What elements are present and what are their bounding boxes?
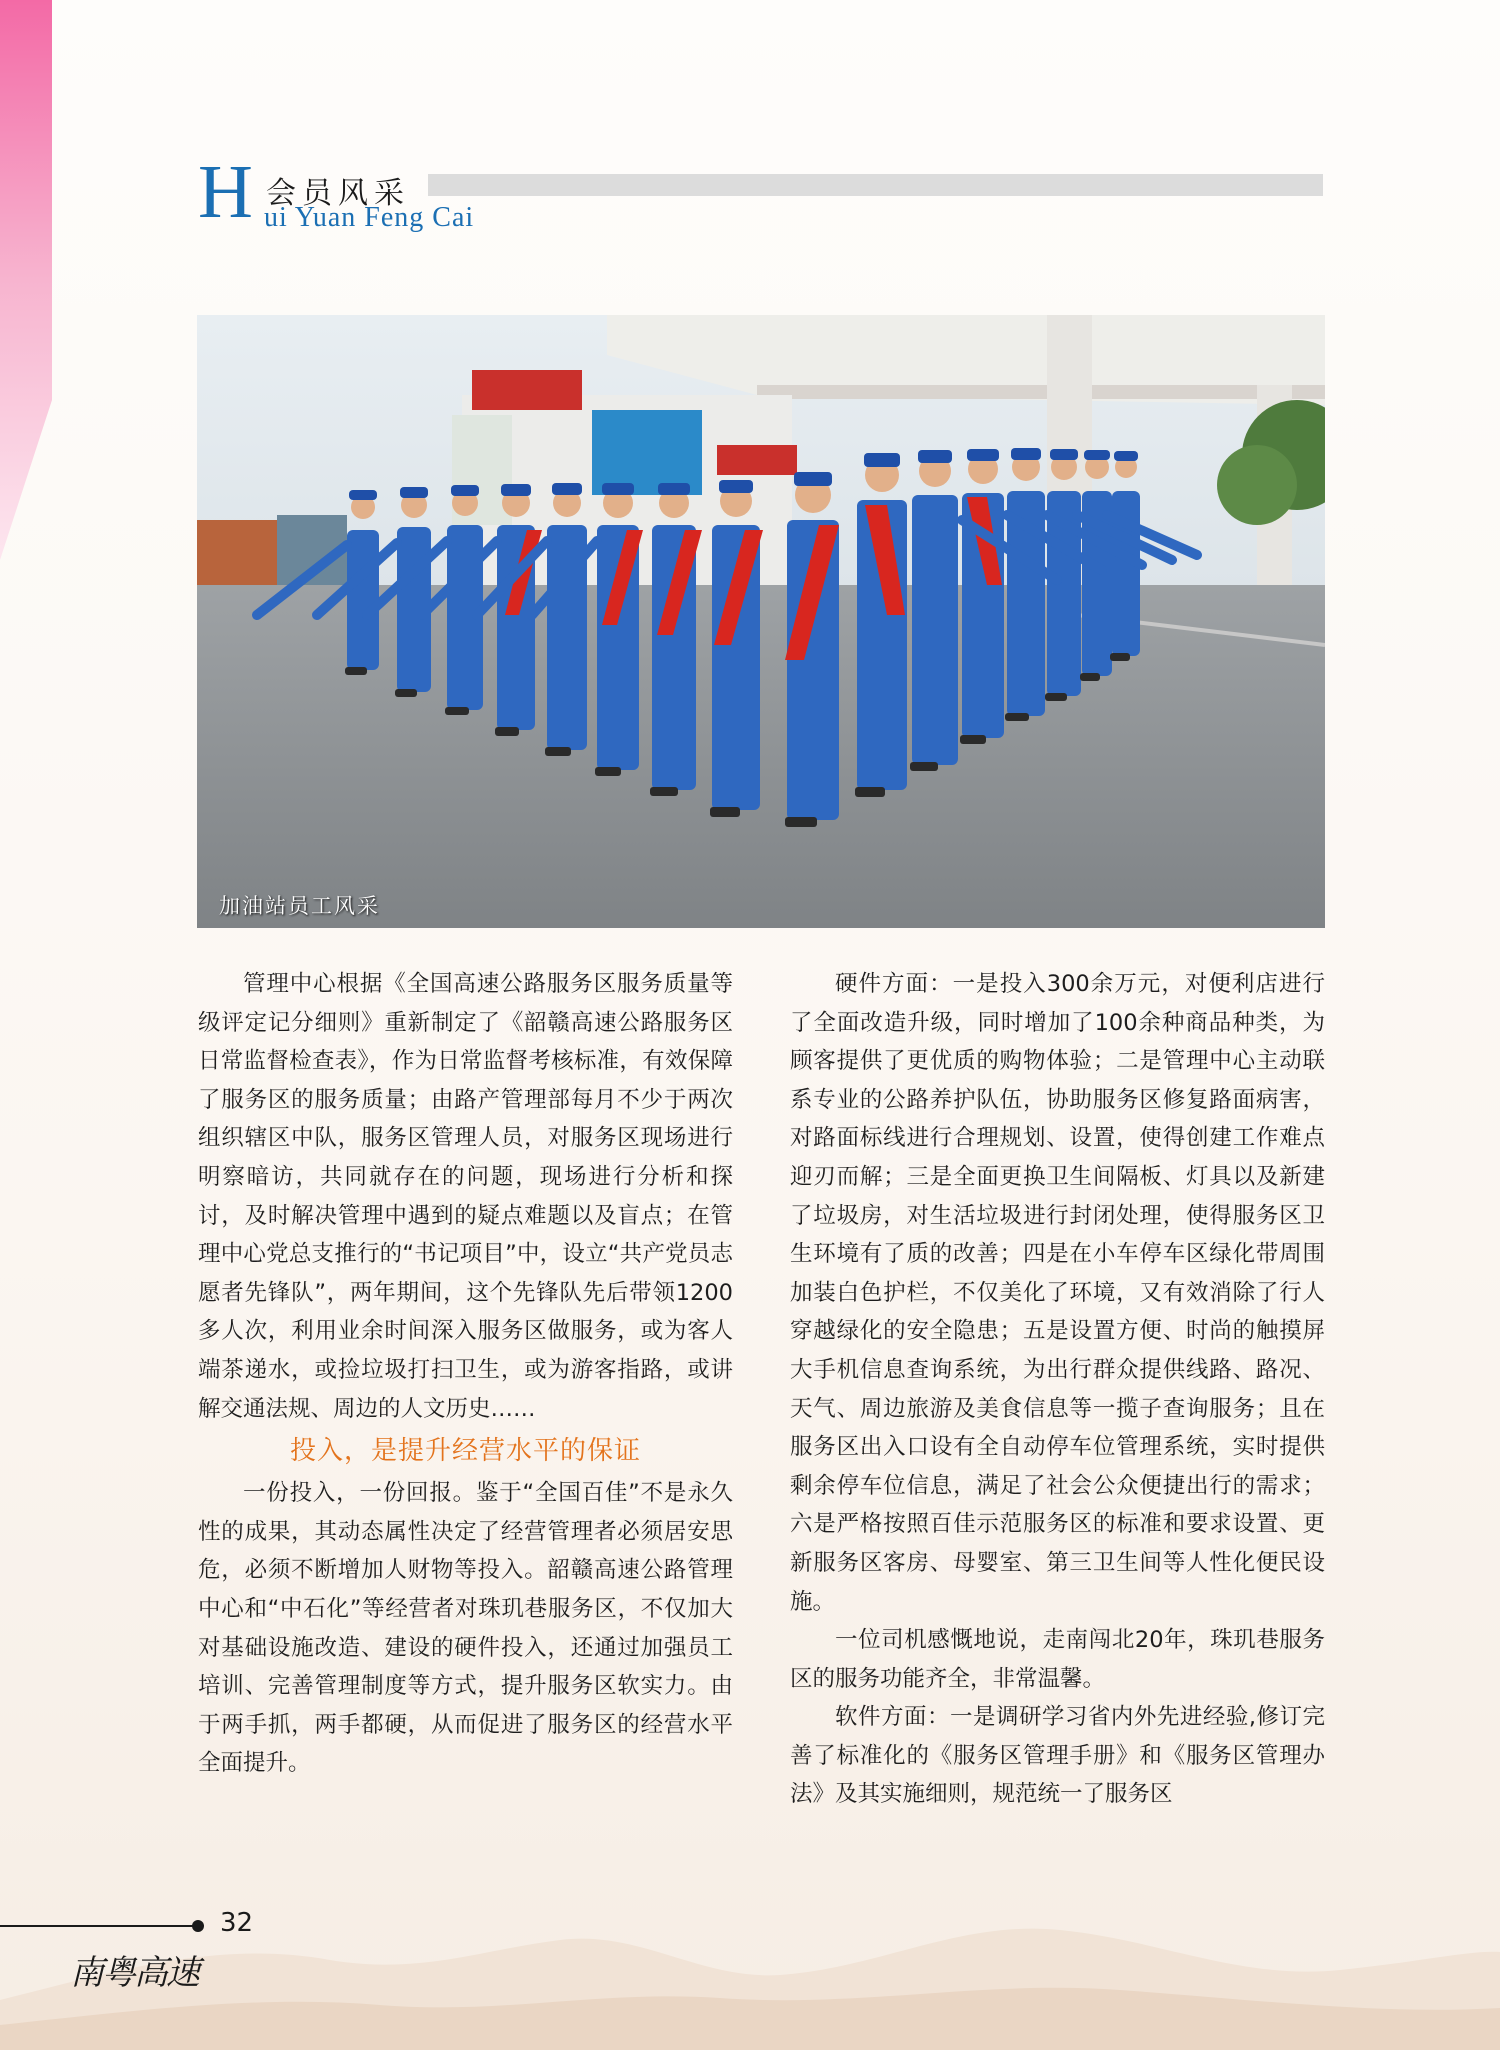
right-column (790, 965, 1325, 1814)
section-title-cn: 会员风采 (266, 176, 410, 211)
decorative-mountains (0, 1880, 1500, 2050)
footer-dot (192, 1920, 204, 1932)
magazine-logo: 南粤高速 (70, 1953, 198, 1993)
right-paragraph-2: 一位司机感慨地说，走南闯北20年，珠玑巷服务区的服务功能齐全，非常温馨。 (790, 1627, 1325, 1692)
section-header (198, 150, 1323, 240)
section-initial: H (198, 150, 253, 234)
footer-rule (0, 1925, 198, 1927)
left-paragraph-1: 管理中心根据《全国高速公路服务区服务质量等级评定记分细则》重新制定了《韶赣高速公路服务区日常监督检查表》，作为日常监督考核标准，有效保障了服务区的服务质量；由路产管理部每月不少于两次组织辖区中队，服务区管理人员，对服务区现场进行明察暗访，共同就存在的问题，现场进行分析和探讨，及时解决管理中遇到的疑点难题以及盲点；在管理中心党总支推行的“书记项目”中，设立“共产党员志愿者先锋队”，两年期间，这个先锋队先后带领1200多人次，利用业余时间深入服务区做服务，或为客人端茶递水，或捡垃圾打扫卫生，或为游客指路，或讲解交通法规、周边的人文历史…… (198, 971, 733, 1422)
photo-caption: 加油站员工风采 (219, 894, 380, 918)
left-column (198, 965, 733, 1783)
section-header-bar (428, 174, 1323, 196)
section-subheading: 投入，是提升经营水平的保证 (289, 1436, 641, 1467)
left-paragraph-2: 一份投入，一份回报。鉴于“全国百佳”不是永久性的成果，其动态属性决定了经营管理者必须居安思危，必须不断增加人财物等投入。韶赣高速公路管理中心和“中石化”等经营者对珠玑巷服务区，不仅加大对基础设施改造、建设的硬件投入，还通过加强员工培训、完善管理制度等方式，提升服务区软实力。由于两手抓，两手都硬，从而促进了服务区的经营水平全面提升。 (198, 1480, 733, 1777)
decorative-pink-strip (0, 0, 60, 560)
right-paragraph-1: 硬件方面：一是投入300余万元，对便利店进行了全面改造升级，同时增加了100余种商品种类，为顾客提供了更优质的购物体验；二是管理中心主动联系专业的公路养护队伍，协助服务区修复路面病害，对路面标线进行合理规划、设置，使得创建工作难点迎刃而解；三是全面更换卫生间隔板、灯具以及新建了垃圾房，对生活垃圾进行封闭处理，使得服务区卫生环境有了质的改善；四是在小车停车区绿化带周围加装白色护栏，不仅美化了环境，又有效消除了行人穿越绿化的安全隐患；五是设置方便、时尚的触摸屏大手机信息查询系统，为出行群众提供线路、路况、天气、周边旅游及美食信息等一揽子查询服务；且在服务区出入口设有全自动停车位管理系统，实时提供剩余停车位信息，满足了社会公众便捷出行的需求；六是严格按照百佳示范服务区的标准和要求设置、更新服务区客房、母婴室、第三卫生间等人性化便民设施。 (790, 971, 1325, 1615)
photo-illustration (197, 315, 1325, 928)
section-title-en: ui Yuan Feng Cai (264, 202, 475, 233)
page-number: 32 (220, 1908, 254, 1938)
staff-group-photo (197, 315, 1325, 928)
right-paragraph-3: 软件方面：一是调研学习省内外先进经验,修订完善了标准化的《服务区管理手册》和《服务区管理办法》及其实施细则，规范统一了服务区 (790, 1704, 1325, 1808)
